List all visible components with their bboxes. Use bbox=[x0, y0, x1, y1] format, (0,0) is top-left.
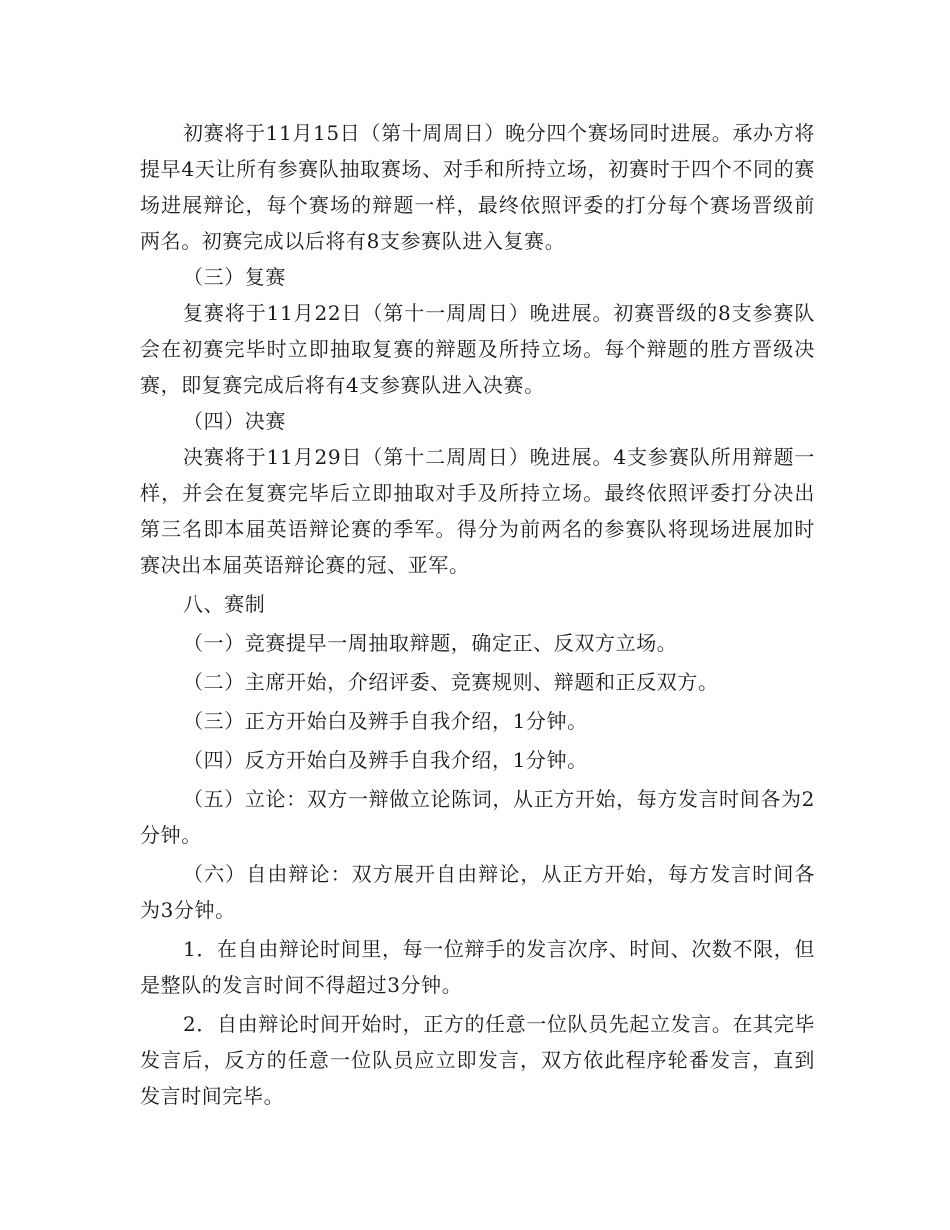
document-body bbox=[140, 115, 815, 1114]
heading-semifinal: （三）复赛 bbox=[183, 265, 286, 289]
rule-item-4: （四）反方开始白及辨手自我介绍，1分钟。 bbox=[183, 748, 588, 772]
paragraph-preliminary-round: 初赛将于11月15日（第十周周日）晚分四个赛场同时进展。承办方将提早4天让所有参赛队抽取赛场、对手和所持立场，初赛时于四个不同的赛场进展辩论，每个赛场的辩题一样，最终依照评委的打分每个赛场晋级前两名。初赛完成以后将有8支参赛队进入复赛。 bbox=[140, 121, 815, 253]
heading-final: （四）决赛 bbox=[183, 409, 286, 433]
rule-item-1: （一）竞赛提早一周抽取辩题，确定正、反双方立场。 bbox=[183, 631, 678, 655]
rule-item-6: （六）自由辩论：双方展开自由辩论，从正方开始，每方发言时间各为3分钟。 bbox=[140, 862, 815, 922]
heading-competition-format: 八、赛制 bbox=[183, 592, 266, 616]
sub-rule-1: 1．在自由辩论时间里，每一位辩手的发言次序、时间、次数不限，但是整队的发言时间不得超过3分钟。 bbox=[140, 937, 815, 997]
rule-item-2: （二）主席开始，介绍评委、竞赛规则、辩题和正反双方。 bbox=[183, 670, 719, 694]
paragraph-final: 决赛将于11月29日（第十二周周日）晚进展。4支参赛队所用辩题一样，并会在复赛完毕后立即抽取对手及所持立场。最终依照评委打分决出第三名即本届英语辩论赛的季军。得分为前两名的参赛队将现场进展加时赛决出本届英语辩论赛的冠、亚军。 bbox=[140, 445, 815, 577]
paragraph-semifinal: 复赛将于11月22日（第十一周周日）晚进展。初赛晋级的8支参赛队会在初赛完毕时立即抽取复赛的辩题及所持立场。每个辩题的胜方晋级决赛，即复赛完成后将有4支参赛队进入决赛。 bbox=[140, 301, 815, 397]
rule-item-5: （五）立论：双方一辩做立论陈词，从正方开始，每方发言时间各为2分钟。 bbox=[140, 787, 815, 847]
rule-item-3: （三）正方开始白及辨手自我介绍，1分钟。 bbox=[183, 709, 588, 733]
sub-rule-2: 2．自由辩论时间开始时，正方的任意一位队员先起立发言。在其完毕发言后，反方的任意一位队员应立即发言，双方依此程序轮番发言，直到发言时间完毕。 bbox=[140, 1012, 815, 1108]
